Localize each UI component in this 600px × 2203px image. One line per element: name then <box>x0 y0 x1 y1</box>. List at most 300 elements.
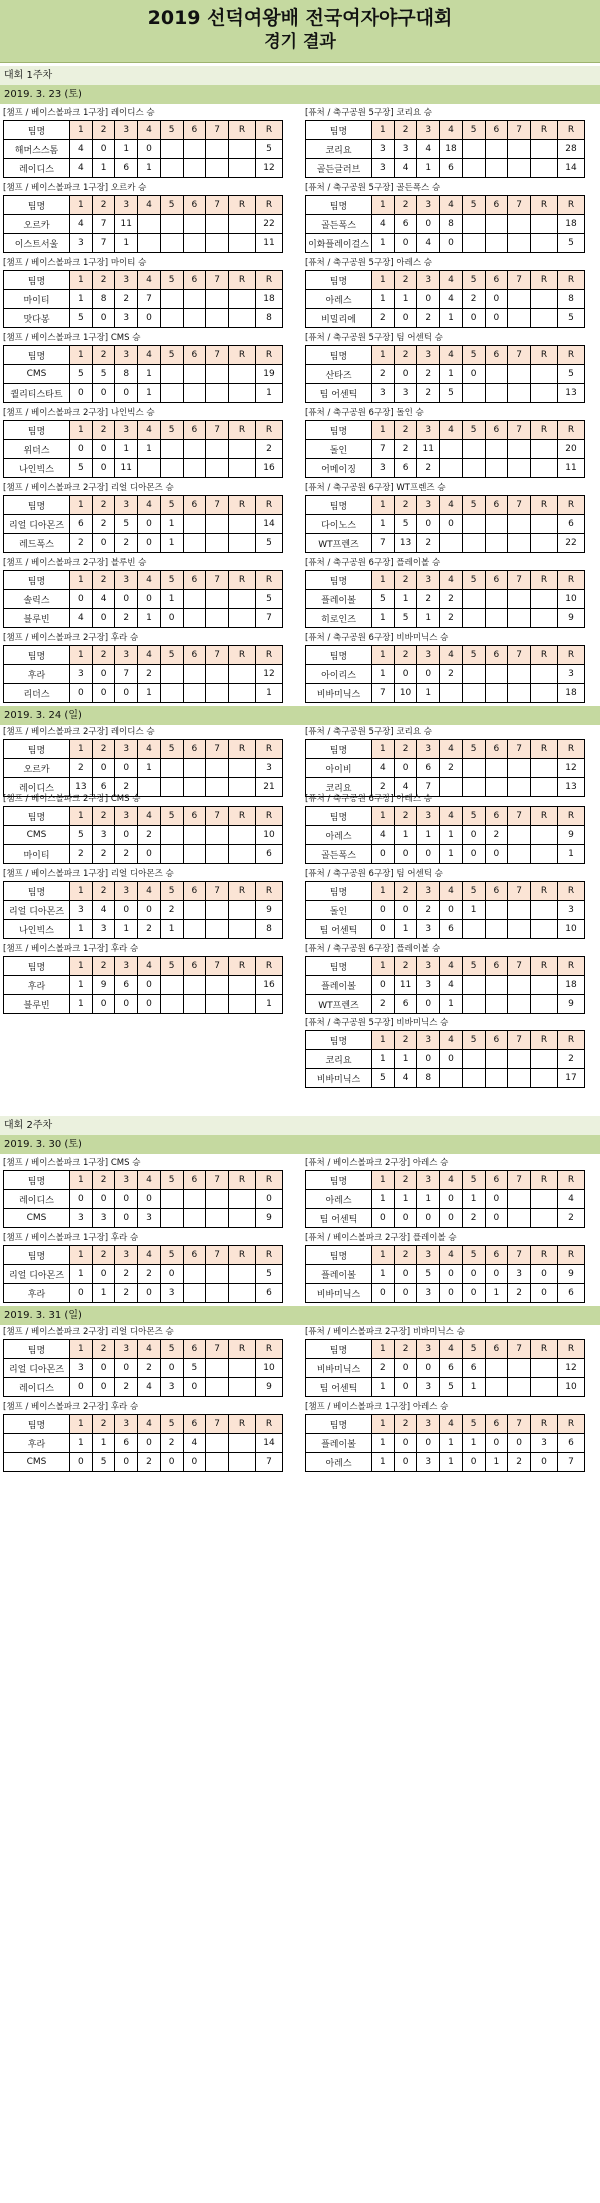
inning-score: 2 <box>115 845 138 864</box>
inning-score <box>160 309 183 328</box>
game-result <box>305 631 585 703</box>
inning-score: 2 <box>417 459 440 478</box>
score-table <box>3 1170 283 1228</box>
inning-header: 3 <box>115 421 138 440</box>
inning-header: 3 <box>417 271 440 290</box>
inning-header: 2 <box>394 1031 417 1050</box>
inning-score: 0 <box>160 1265 183 1284</box>
inning-score: 1 <box>372 1434 395 1453</box>
inning-score: 3 <box>372 159 395 178</box>
total-runs: 10 <box>256 1359 283 1378</box>
game-result <box>305 792 585 864</box>
inning-score: 0 <box>115 901 138 920</box>
score-table <box>3 420 283 478</box>
team-header: 팀명 <box>4 1415 70 1434</box>
inning-score: 0 <box>417 665 440 684</box>
inning-score <box>183 826 206 845</box>
inning-score <box>462 684 485 703</box>
inning-header: 6 <box>183 882 206 901</box>
team-name: 솔릭스 <box>4 590 70 609</box>
inning-score: 1 <box>372 515 395 534</box>
score-table <box>3 1414 283 1472</box>
inning-score: 2 <box>160 1434 183 1453</box>
score-header-row <box>4 421 283 440</box>
inning-header: 3 <box>115 1171 138 1190</box>
inning-score: 0 <box>462 826 485 845</box>
inning-score: 3 <box>372 140 395 159</box>
team-name: 비바미닉스 <box>306 1069 372 1088</box>
inning-header: 7 <box>206 882 229 901</box>
inning-score: 0 <box>485 290 508 309</box>
team-header: 팀명 <box>4 882 70 901</box>
total-header: R <box>256 196 283 215</box>
inning-score: 0 <box>531 1453 558 1472</box>
runs-header: R <box>229 196 256 215</box>
runs-header: R <box>531 496 558 515</box>
team-score-row <box>306 759 585 778</box>
team-score-row <box>306 309 585 328</box>
inning-score: 6 <box>440 159 463 178</box>
inning-score: 0 <box>394 901 417 920</box>
inning-header: 7 <box>206 1340 229 1359</box>
inning-score: 0 <box>160 609 183 628</box>
inning-header: 7 <box>508 882 531 901</box>
team-header: 팀명 <box>306 121 372 140</box>
inning-score <box>183 920 206 939</box>
inning-header: 6 <box>485 121 508 140</box>
inning-header: 7 <box>206 346 229 365</box>
inning-score: 0 <box>92 665 115 684</box>
inning-header: 7 <box>206 121 229 140</box>
inning-header: 1 <box>70 571 93 590</box>
score-header-row <box>306 740 585 759</box>
inning-score <box>531 1359 558 1378</box>
inning-header: 5 <box>160 196 183 215</box>
inning-header: 6 <box>183 1340 206 1359</box>
inning-score: 0 <box>485 1190 508 1209</box>
runs-header: R <box>531 1171 558 1190</box>
inning-header: 3 <box>417 421 440 440</box>
total-runs: 14 <box>558 159 585 178</box>
inning-score: 2 <box>417 590 440 609</box>
inning-score: 5 <box>92 365 115 384</box>
game-caption: [챔프 / 베이스볼파크 1구장] 레이디스 승 <box>3 108 155 118</box>
inning-score <box>462 459 485 478</box>
game-result <box>305 406 585 478</box>
total-runs: 18 <box>558 684 585 703</box>
inning-score <box>229 976 256 995</box>
inning-header: 7 <box>206 421 229 440</box>
inning-score <box>531 234 558 253</box>
team-score-row <box>4 826 283 845</box>
team-header: 팀명 <box>4 196 70 215</box>
inning-score: 3 <box>70 234 93 253</box>
inning-score: 0 <box>70 1378 93 1397</box>
inning-score <box>229 609 256 628</box>
inning-header: 4 <box>138 421 161 440</box>
inning-score <box>206 1190 229 1209</box>
inning-score <box>229 384 256 403</box>
inning-score: 3 <box>160 1284 183 1303</box>
team-name: 리얼 디아몬즈 <box>4 515 70 534</box>
inning-score <box>183 759 206 778</box>
inning-score: 5 <box>70 365 93 384</box>
inning-score: 2 <box>160 901 183 920</box>
inning-score <box>160 215 183 234</box>
team-header: 팀명 <box>306 1340 372 1359</box>
inning-header: 1 <box>70 121 93 140</box>
team-name: 리더스 <box>4 684 70 703</box>
team-score-row <box>306 845 585 864</box>
inning-score: 2 <box>485 826 508 845</box>
inning-score: 0 <box>138 590 161 609</box>
inning-score: 2 <box>462 290 485 309</box>
inning-score: 1 <box>372 1190 395 1209</box>
inning-score: 0 <box>92 1265 115 1284</box>
inning-header: 5 <box>160 421 183 440</box>
team-name: 나인빅스 <box>4 459 70 478</box>
inning-score: 0 <box>70 1453 93 1472</box>
inning-score <box>229 440 256 459</box>
team-name: 이화플레이걸스 <box>306 234 372 253</box>
inning-header: 6 <box>183 421 206 440</box>
inning-score <box>206 159 229 178</box>
runs-header: R <box>229 346 256 365</box>
game-caption: [퓨처 / 축구공원 6구장] 아레스 승 <box>305 794 432 804</box>
score-table <box>3 1339 283 1397</box>
inning-score: 5 <box>92 1453 115 1472</box>
inning-score: 4 <box>372 215 395 234</box>
total-header: R <box>558 496 585 515</box>
inning-score <box>485 1378 508 1397</box>
inning-score: 1 <box>394 1190 417 1209</box>
game-caption: [챔프 / 베이스볼파크 1구장] 후라 승 <box>3 1233 139 1243</box>
inning-header: 1 <box>372 957 395 976</box>
score-header-row <box>306 1031 585 1050</box>
inning-score: 2 <box>417 901 440 920</box>
score-table <box>305 881 585 939</box>
total-runs: 16 <box>256 459 283 478</box>
inning-score <box>183 590 206 609</box>
inning-score <box>206 590 229 609</box>
inning-header: 1 <box>70 740 93 759</box>
total-runs: 9 <box>256 901 283 920</box>
date-header: 2019. 3. 23 (토) <box>0 85 600 104</box>
score-header-row <box>306 1246 585 1265</box>
inning-score <box>508 1069 531 1088</box>
inning-score: 0 <box>462 365 485 384</box>
game-result <box>305 1016 585 1088</box>
inning-score: 3 <box>160 1378 183 1397</box>
inning-header: 5 <box>160 740 183 759</box>
inning-header: 2 <box>394 271 417 290</box>
inning-header: 6 <box>485 646 508 665</box>
inning-header: 1 <box>372 1246 395 1265</box>
inning-header: 6 <box>485 1171 508 1190</box>
total-header: R <box>558 1246 585 1265</box>
total-header: R <box>558 740 585 759</box>
inning-header: 1 <box>372 1031 395 1050</box>
inning-header: 2 <box>394 121 417 140</box>
score-table <box>305 345 585 403</box>
team-name: 비바미닉스 <box>306 1284 372 1303</box>
inning-header: 4 <box>138 740 161 759</box>
inning-score: 8 <box>115 365 138 384</box>
inning-score <box>531 1069 558 1088</box>
team-name: 팀 어센틱 <box>306 384 372 403</box>
total-header: R <box>256 271 283 290</box>
inning-header: 4 <box>440 496 463 515</box>
inning-score <box>229 1284 256 1303</box>
team-name: 골든폭스 <box>306 845 372 864</box>
total-header: R <box>256 807 283 826</box>
inning-score: 7 <box>92 234 115 253</box>
runs-header: R <box>531 1415 558 1434</box>
team-score-row <box>4 1359 283 1378</box>
game-caption: [퓨처 / 축구공원 6구장] 팀 어센틱 승 <box>305 869 443 879</box>
game-caption: [챔프 / 베이스볼파크 2구장] 후라 승 <box>3 633 139 643</box>
inning-header: 6 <box>485 957 508 976</box>
inning-header: 2 <box>92 882 115 901</box>
inning-header: 2 <box>92 121 115 140</box>
inning-score: 7 <box>138 290 161 309</box>
inning-score: 4 <box>70 159 93 178</box>
team-score-row <box>4 515 283 534</box>
inning-header: 3 <box>417 196 440 215</box>
inning-score: 4 <box>92 590 115 609</box>
total-header: R <box>256 1340 283 1359</box>
team-score-row <box>306 1359 585 1378</box>
inning-score: 8 <box>440 215 463 234</box>
total-runs: 9 <box>558 1265 585 1284</box>
inning-score: 0 <box>462 845 485 864</box>
inning-score <box>531 826 558 845</box>
week-header: 대회 1주차 <box>0 66 600 85</box>
inning-header: 4 <box>440 421 463 440</box>
inning-header: 4 <box>138 571 161 590</box>
inning-header: 7 <box>508 346 531 365</box>
total-runs: 9 <box>256 1378 283 1397</box>
inning-score: 4 <box>183 1434 206 1453</box>
inning-score <box>508 1190 531 1209</box>
total-header: R <box>558 346 585 365</box>
inning-score: 1 <box>138 384 161 403</box>
team-header: 팀명 <box>306 807 372 826</box>
inning-score: 4 <box>417 140 440 159</box>
score-table <box>3 645 283 703</box>
inning-score: 0 <box>417 290 440 309</box>
game-result <box>3 792 283 864</box>
inning-score <box>531 609 558 628</box>
game-caption: [퓨처 / 축구공원 5구장] 코리요 승 <box>305 108 432 118</box>
score-table <box>3 1245 283 1303</box>
inning-header: 7 <box>508 271 531 290</box>
runs-header: R <box>531 957 558 976</box>
inning-score <box>462 215 485 234</box>
inning-score <box>206 215 229 234</box>
score-header-row <box>4 1415 283 1434</box>
inning-score <box>229 920 256 939</box>
team-header: 팀명 <box>306 1246 372 1265</box>
game-caption: [챔프 / 베이스볼파크 1구장] 오르카 승 <box>3 183 147 193</box>
inning-score: 1 <box>394 590 417 609</box>
total-runs: 8 <box>558 290 585 309</box>
inning-score: 7 <box>92 215 115 234</box>
score-table <box>305 270 585 328</box>
inning-score: 3 <box>417 1284 440 1303</box>
inning-score: 0 <box>92 1378 115 1397</box>
inning-score <box>206 609 229 628</box>
score-header-row <box>4 271 283 290</box>
inning-score <box>508 590 531 609</box>
team-name: 어메이징 <box>306 459 372 478</box>
inning-score <box>531 140 558 159</box>
inning-score <box>183 1190 206 1209</box>
inning-score: 0 <box>485 845 508 864</box>
inning-score <box>462 159 485 178</box>
total-header: R <box>558 571 585 590</box>
inning-header: 2 <box>394 646 417 665</box>
team-score-row <box>306 459 585 478</box>
inning-score <box>229 826 256 845</box>
team-score-row <box>4 534 283 553</box>
date-header: 2019. 3. 30 (토) <box>0 1135 600 1154</box>
inning-score <box>160 290 183 309</box>
team-score-row <box>4 140 283 159</box>
team-score-row <box>306 1453 585 1472</box>
game-result <box>3 1325 283 1397</box>
inning-header: 1 <box>70 1415 93 1434</box>
inning-score <box>485 459 508 478</box>
inning-score: 0 <box>417 515 440 534</box>
inning-header: 5 <box>462 646 485 665</box>
total-runs: 1 <box>256 995 283 1014</box>
total-runs: 12 <box>558 759 585 778</box>
inning-header: 3 <box>115 740 138 759</box>
runs-header: R <box>229 1246 256 1265</box>
inning-score: 1 <box>462 1434 485 1453</box>
score-table <box>305 570 585 628</box>
total-header: R <box>256 740 283 759</box>
inning-score: 0 <box>485 309 508 328</box>
total-header: R <box>256 1246 283 1265</box>
inning-score <box>508 365 531 384</box>
game-result <box>305 1400 585 1472</box>
total-header: R <box>256 646 283 665</box>
team-score-row <box>4 440 283 459</box>
score-table <box>305 1414 585 1472</box>
inning-score <box>206 759 229 778</box>
inning-score <box>160 440 183 459</box>
inning-score <box>206 995 229 1014</box>
score-header-row <box>306 496 585 515</box>
inning-score: 0 <box>440 1209 463 1228</box>
inning-score <box>206 901 229 920</box>
inning-header: 6 <box>183 1246 206 1265</box>
team-name: 히로인즈 <box>306 609 372 628</box>
team-header: 팀명 <box>4 807 70 826</box>
inning-header: 7 <box>508 1031 531 1050</box>
score-header-row <box>306 421 585 440</box>
inning-score <box>508 1359 531 1378</box>
score-table <box>305 495 585 553</box>
team-score-row <box>306 901 585 920</box>
inning-header: 5 <box>462 571 485 590</box>
inning-score <box>160 759 183 778</box>
game-caption: [퓨처 / 축구공원 5구장] 골든폭스 승 <box>305 183 441 193</box>
inning-score <box>160 845 183 864</box>
inning-score <box>160 1190 183 1209</box>
team-header: 팀명 <box>306 957 372 976</box>
inning-header: 7 <box>206 571 229 590</box>
total-runs: 1 <box>256 684 283 703</box>
inning-score <box>183 215 206 234</box>
inning-score: 5 <box>394 609 417 628</box>
total-header: R <box>558 957 585 976</box>
total-runs: 3 <box>256 759 283 778</box>
inning-score: 6 <box>115 1434 138 1453</box>
inning-score: 0 <box>138 1434 161 1453</box>
inning-score <box>440 1069 463 1088</box>
game-result <box>305 106 585 178</box>
team-score-row <box>4 609 283 628</box>
total-runs: 6 <box>256 1284 283 1303</box>
team-header: 팀명 <box>306 421 372 440</box>
inning-header: 2 <box>92 196 115 215</box>
inning-score <box>531 684 558 703</box>
inning-score <box>485 234 508 253</box>
team-name: 코리요 <box>306 1050 372 1069</box>
game-result <box>3 631 283 703</box>
inning-score: 1 <box>462 901 485 920</box>
inning-header: 7 <box>508 807 531 826</box>
score-header-row <box>4 646 283 665</box>
inning-score: 2 <box>115 1378 138 1397</box>
inning-score: 6 <box>440 920 463 939</box>
inning-score: 0 <box>92 440 115 459</box>
inning-score <box>206 515 229 534</box>
score-header-row <box>4 196 283 215</box>
inning-header: 5 <box>160 1246 183 1265</box>
inning-score: 3 <box>508 1265 531 1284</box>
inning-score: 1 <box>138 365 161 384</box>
inning-score: 1 <box>70 995 93 1014</box>
total-header: R <box>558 646 585 665</box>
inning-header: 5 <box>160 496 183 515</box>
inning-score <box>183 234 206 253</box>
score-table <box>3 495 283 553</box>
game-caption: [챔프 / 베이스볼파크 2구장] 레이디스 승 <box>3 727 155 737</box>
inning-header: 6 <box>183 196 206 215</box>
total-runs: 1 <box>558 845 585 864</box>
inning-score <box>229 159 256 178</box>
inning-score: 2 <box>115 290 138 309</box>
team-header: 팀명 <box>4 121 70 140</box>
inning-score: 9 <box>92 976 115 995</box>
inning-header: 4 <box>138 196 161 215</box>
inning-score: 2 <box>440 590 463 609</box>
runs-header: R <box>531 1031 558 1050</box>
inning-header: 1 <box>70 1340 93 1359</box>
inning-score: 1 <box>485 1284 508 1303</box>
team-name: 플레이볼 <box>306 976 372 995</box>
score-header-row <box>306 121 585 140</box>
inning-score <box>206 1359 229 1378</box>
inning-score <box>206 290 229 309</box>
inning-score: 0 <box>440 515 463 534</box>
total-runs: 2 <box>256 440 283 459</box>
inning-score: 0 <box>394 1265 417 1284</box>
